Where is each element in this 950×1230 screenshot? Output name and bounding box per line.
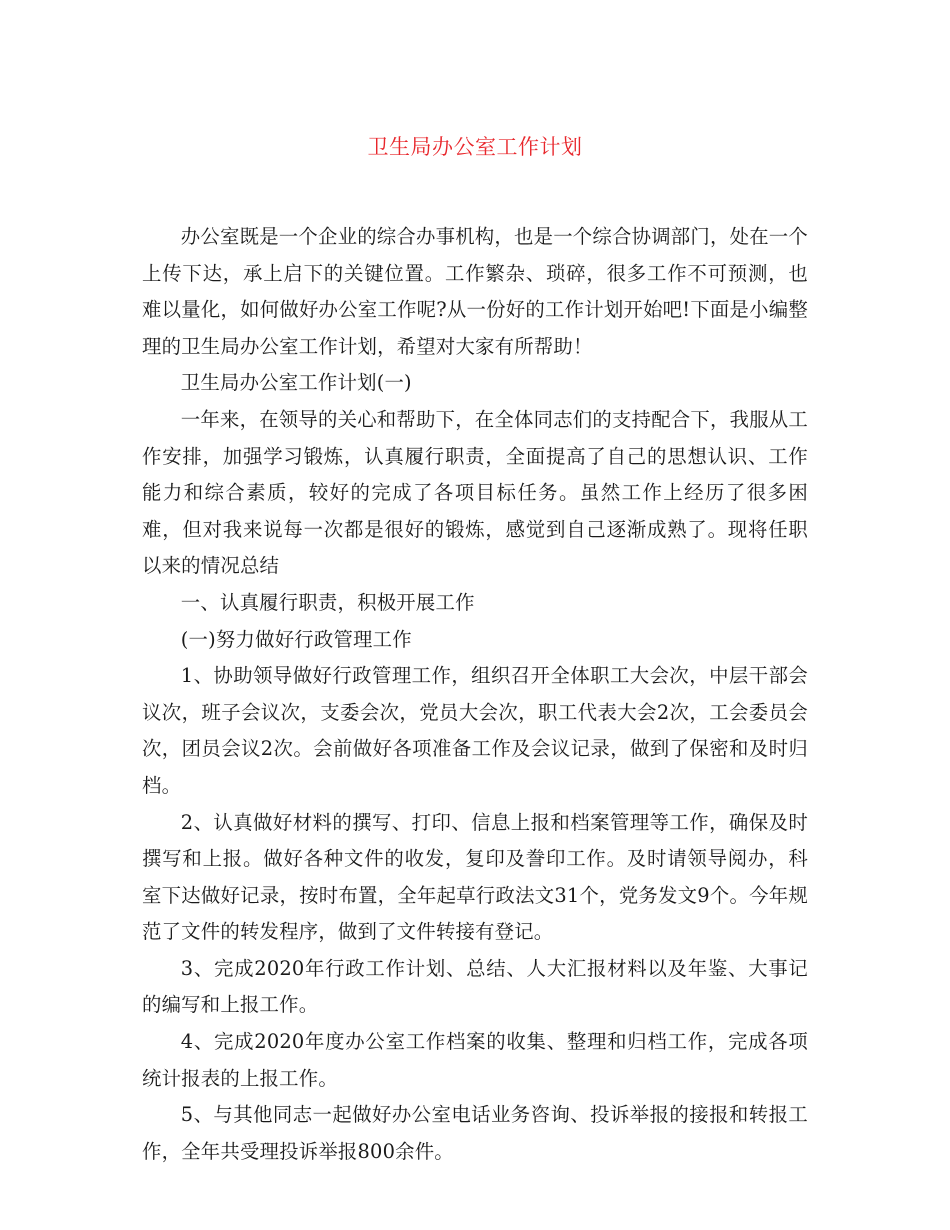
list-item-3: 3、完成2020年行政工作计划、总结、人大汇报材料以及年鉴、大事记的编写和上报工作。 (142, 956, 808, 1017)
list-item-4: 4、完成2020年度办公室工作档案的收集、整理和归档工作，完成各项统计报表的上报工作。 (142, 1030, 808, 1090)
list-item-2: 2、认真做好材料的撰写、打印、信息上报和档案管理等工作，确保及时撰写和上报。做好各种文件的收发，复印及誊印工作。及时请领导阅办，科室下达做好记录，按时布置，全年起草行政法文31个，党务发文9个。今年规范了文件的转发程序，做到了文件转接有登记。 (142, 810, 808, 944)
subsection-heading-admin: (一)努力做好行政管理工作 (180, 627, 412, 651)
list-item-5: 5、与其他同志一起做好办公室电话业务咨询、投诉举报的接报和转报工作，全年共受理投诉举报800余件。 (142, 1103, 808, 1163)
document-title: 卫生局办公室工作计划 (367, 135, 583, 159)
paragraph-intro: 办公室既是一个企业的综合办事机构，也是一个综合协调部门，处在一个上传下达，承上启下的关键位置。工作繁杂、琐碎，很多工作不可预测，也难以量化，如何做好办公室工作呢?从一份好的工作计划开始吧!下面是小编整理的卫生局办公室工作计划，希望对大家有所帮助！ (142, 225, 808, 358)
list-item-1: 1、协助领导做好行政管理工作，组织召开全体职工大会次，中层干部会议次，班子会议次，支委会次，党员大会次，职工代表大会2次，工会委员会次，团员会议2次。会前做好各项准备工作及会议记录，做到了保密和及时归档。 (142, 664, 808, 797)
document-body (142, 219, 808, 1170)
section-heading-plan-1: 卫生局办公室工作计划(一) (180, 371, 412, 395)
section-heading-duties: 一、认真履行职责，积极开展工作 (180, 590, 475, 614)
paragraph-summary: 一年来，在领导的关心和帮助下，在全体同志们的支持配合下，我服从工作安排，加强学习锻炼，认真履行职责，全面提高了自己的思想认识、工作能力和综合素质，较好的完成了各项目标任务。虽然工作上经历了很多困难，但对我来说每一次都是很好的锻炼，感觉到自己逐渐成熟了。现将任职以来的情况总结 (142, 407, 808, 578)
